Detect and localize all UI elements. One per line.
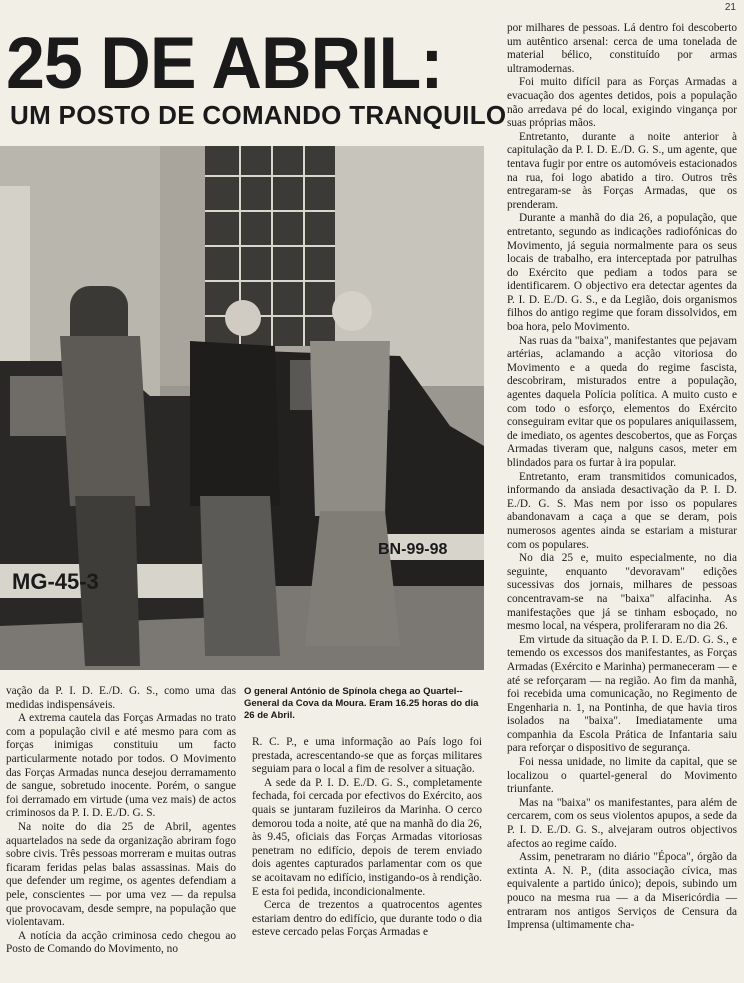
article-column-2 bbox=[252, 736, 482, 940]
paragraph: vação da P. I. D. E./D. G. S., como uma das medidas indispensáveis. bbox=[6, 685, 236, 711]
paragraph: Nas ruas da "baixa", manifestantes que pejavam artérias, aclamando a acção vitoriosa do Movimento e a queda do regime fascista, descobriram, misturados entre a população, agentes daquela Polícia política. A muito custo e com todo o esforço, elementos do Exército conseguiram evitar que os populares aniquilassem, de imediato, os agentes descobertos, que as Forças Armadas tiveram que, nalguns casos, meter em blindados para os furtar à ira popular. bbox=[507, 334, 737, 469]
article-column-1 bbox=[6, 685, 236, 957]
paragraph: No dia 25 e, muito especialmente, no dia seguinte, enquanto "devoravam" edições sucessivas dos jornais, milhares de pessoas concentravam-se na "baixa" alfacinha. As manifestações que já se tinham esboçado, no mesmo local, na véspera, proliferaram no dia 26. bbox=[507, 552, 737, 633]
paragraph: Durante a manhã do dia 26, a população, que entretanto, segundo as indicações radiofónicas do Movimento, já seguia normalmente para os seus locais de trabalho, era interceptada por patrulhas do Exército que pediam a todos para se identificarem. O objectivo era detectar agentes da P. I. D. E./D. G. S., e da Legião, dois organismos filhos do antigo regime que foram dissolvidos, em boa hora, pelo Movimento. bbox=[507, 212, 737, 334]
paragraph: por milhares de pessoas. Lá dentro foi descoberto um autêntico arsenal: cerca de uma tonelada de material bélico, constituído por armas ultramodernas. bbox=[507, 22, 737, 75]
page-number: 21 bbox=[724, 2, 736, 13]
license-plate-right: BN-99-98 bbox=[378, 541, 448, 558]
paragraph: Assim, penetraram no diário "Época", órgão da extinta A. N. P., (dita associação cívica, mas equivalente a partido único); depois, subindo um pouco na mesma rua — a da Misericórdia — entraram nos antigos Serviços de Censura da Imprensa (ultimamente cha- bbox=[507, 851, 737, 932]
caption-text: O general António de Spínola chega ao Quartel--General da Cova da Moura. Eram 16.25 horas do dia 26 de Abril. bbox=[244, 686, 479, 721]
paragraph: A extrema cautela das Forças Armadas no trato com a população civil e até mesmo para com as forças inimigas constituiu um facto particularmente notado por todos. O Movimento das Forças Armadas nunca desejou derramamento de sangue, sobretudo inocente. Porém, o sangue foi derramado em virtude (uma vez mais) de actos criminosos da P. I. D. E./D. G. S. bbox=[6, 712, 236, 820]
paragraph: A sede da P. I. D. E./D. G. S., completamente fechada, foi cercada por efectivos do Exército, aos quais se juntaram fuzileiros da Marinha. O cerco demorou toda a noite, até que na manhã do dia 26, às 9.45, oficiais das Forças Armadas vitoriosas penetram no edifício, depois de terem enviado dois agentes capturados parlamentar com os que se acoitavam no edifício, instigando-os à rendição. E esta foi pedida, incondicionalmente. bbox=[252, 776, 482, 898]
paragraph: Cerca de trezentos a quatrocentos agentes estariam dentro do edifício, que durante todo o dia esteve cercado pelas Forças Armadas e bbox=[252, 899, 482, 939]
paragraph: Mas na "baixa" os manifestantes, para além de cercarem, com os seus violentos apupos, a sede da P. I. D. E./D. G. S., alvejaram outros objectivos afectos ao regime caído. bbox=[507, 796, 737, 850]
paragraph: A notícia da acção criminosa cedo chegou ao Posto de Comando do Movimento, no bbox=[6, 929, 236, 956]
license-plate-left: MG-45-3 bbox=[12, 569, 99, 594]
paragraph: R. C. P., e uma informação ao País logo foi prestada, acrescentando-se que as forças militares seguiam para o local a fim de resolver a situação. bbox=[252, 736, 482, 776]
paragraph: Foi muito difícil para as Forças Armadas a evacuação dos agentes detidos, pois a população não arredava pé do local, exigindo vingança por suas próprias mãos. bbox=[507, 76, 737, 130]
headline: 25 DE ABRIL: bbox=[6, 22, 443, 104]
news-photo bbox=[0, 146, 484, 670]
paragraph: Entretanto, durante a noite anterior à capitulação da P. I. D. E./D. G. S., um agente, que tentava fugir por entre os automóveis estacionados na rua, foi logo abatido a tiro. Outros três entregaram-se às Forças Armadas, que os prenderam. bbox=[507, 130, 737, 211]
paragraph: Em virtude da situação da P. I. D. E./D. G. S., e temendo os excessos dos manifestantes, as Forças Armadas (Exército e Marinha) permaneceram — e até se reforçaram — na região. Ao fim da manhã, foi recebida uma comunicação, no Regimento de Engenharia n. 1, na Pontinha, de que havia tiros isolados na "baixa". Imediatamente uma companhia da Escola Prática de Infantaria saiu para reforçar o dispositivo de segurança. bbox=[507, 633, 737, 755]
photo-illustration bbox=[0, 146, 484, 670]
paragraph: Entretanto, eram transmitidos comunicados, informando da ansiada desactivação da P. I. D. E./D. G. S. Mas nem por isso os populares abandonavam a caça a que se deram, pois numerosos agentes ainda se estariam a misturar com os populares. bbox=[507, 470, 737, 551]
photo-caption bbox=[244, 686, 484, 722]
paragraph: Na noite do dia 25 de Abril, agentes aquartelados na sede da organização abriram fogo sobre civis. Três pessoas morreram e muitas outras ficaram feridas pelas balas assassinas. Mais do que defender um regime, os agentes defendiam a pele, conscientes — por uma vez — da repulsa que provocavam, desde sempre, na população que violentavam. bbox=[6, 820, 236, 929]
article-column-3 bbox=[507, 22, 737, 933]
subheadline: UM POSTO DE COMANDO TRANQUILO bbox=[10, 100, 507, 130]
paragraph: Foi nessa unidade, no limite da capital, que se localizou o quartel-general do Movimento triunfante. bbox=[507, 756, 737, 796]
